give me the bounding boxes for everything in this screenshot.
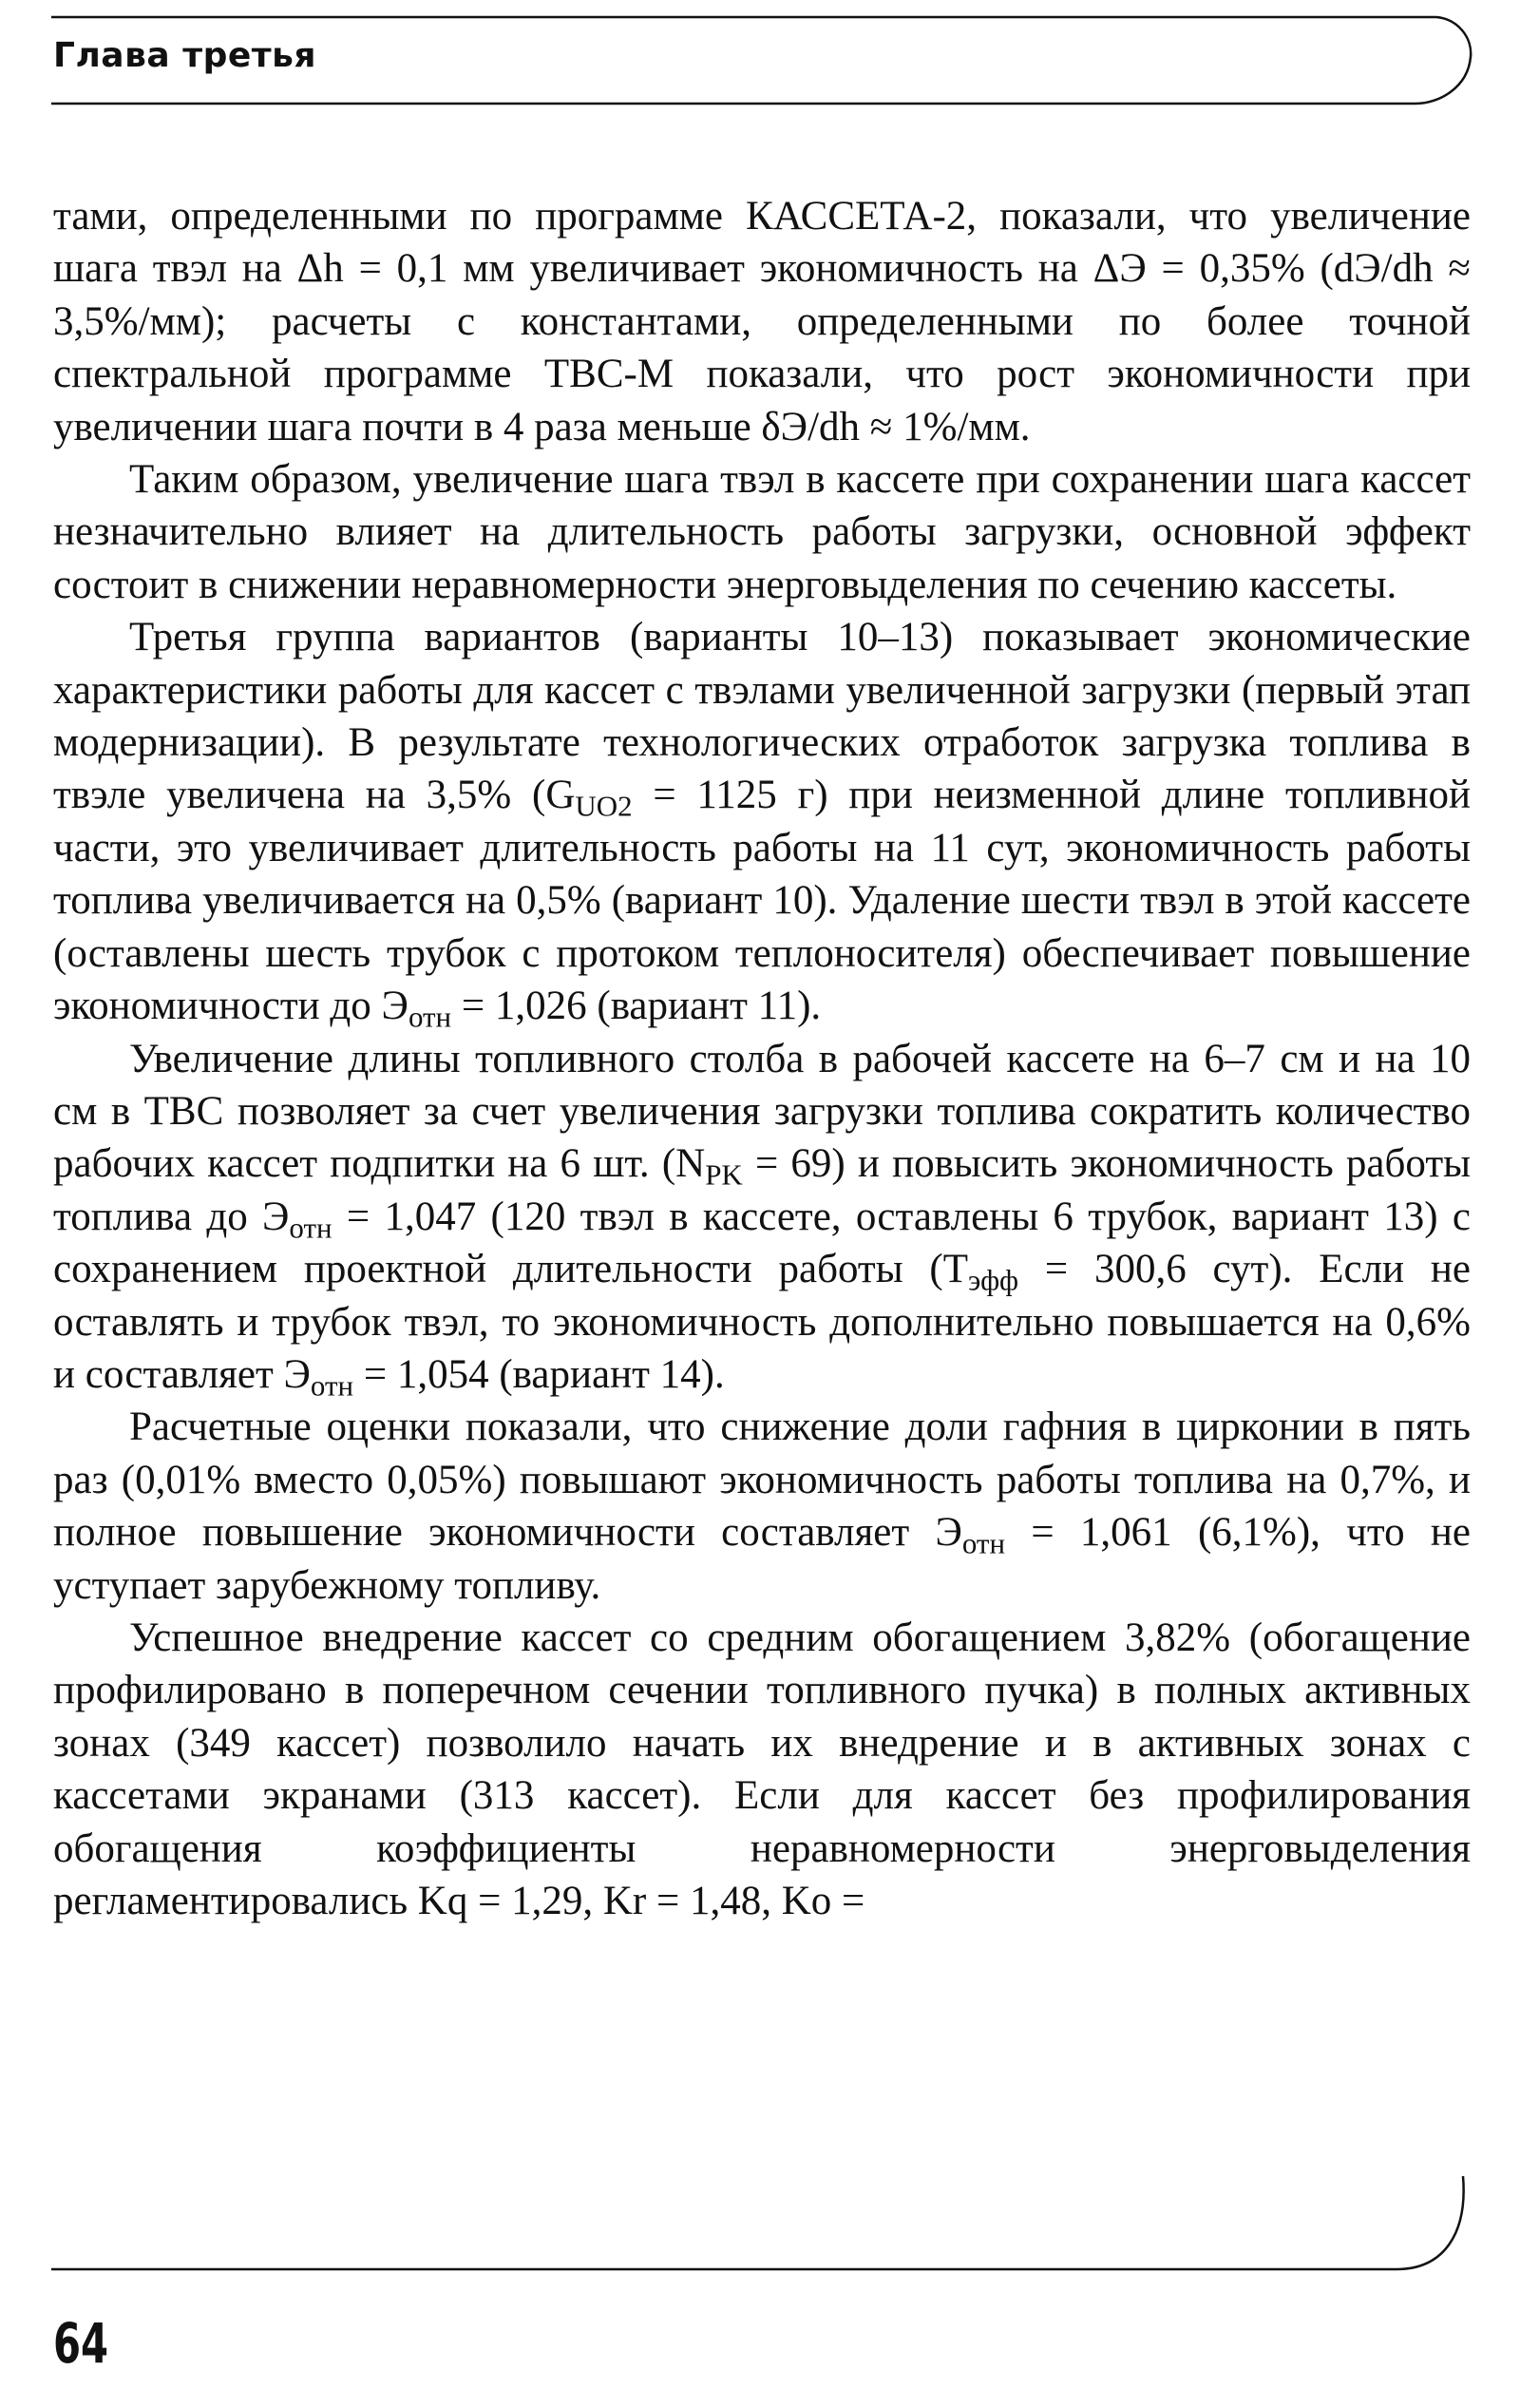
subscript: UO2 <box>575 790 633 824</box>
paragraph-text: Третья группа вариантов (варианты 10–13) показывает экономические характеристики работы для кассет с твэлами увеличенной загрузки (первый этап модернизации). В результате технологических отработок загрузка топлива в твэле увеличена на 3,5% (G <box>53 615 1471 818</box>
page-number: 64 <box>53 2311 109 2376</box>
paragraph-text: = 1,047 (120 твэл в кассете, оставлены 6 трубок, вариант 13) с сохранением проектной длительности работы (Т <box>53 1194 1471 1292</box>
paragraph <box>53 611 1471 1032</box>
paragraph-text: = 1,061 (6,1%), что не уступает зарубежному топливу. <box>53 1510 1472 1608</box>
subscript: отн <box>289 1211 332 1245</box>
paragraph-text: = 1125 г) при неизменной длине топливной части, это увеличивает длительность работы на 11 сут, экономичность работы топлива увеличивается на 0,5% (вариант 10). Удаление шести твэл в этой кассете (оставлены шесть трубок с протоком теплоносителя) обеспечивает повышение экономичности до Э <box>53 773 1471 1029</box>
subscript: отн <box>961 1526 1006 1560</box>
subscript: отн <box>408 1000 452 1034</box>
paragraph-text: Таким образом, увеличение шага твэл в кассете при сохранении шага кассет незначительно влияет на длительность работы загрузки, основной эффект состоит в снижении неравномерности энерговыделения по сечению кассеты. <box>53 457 1471 607</box>
paragraph-text: Расчетные оценки показали, что снижение доли гафния в цирконии в пять раз (0,01% вместо 0,05%) повышают экономичность работы топлива на 0,7%, и полное повышение экономичности составляет Э <box>53 1405 1471 1556</box>
subscript: эфф <box>968 1263 1019 1297</box>
paragraph <box>53 190 1471 453</box>
paragraph-text: Успешное внедрение кассет со средним обогащением 3,82% (обогащение профилировано в поперечном сечении топливного пучка) в полных активных зонах (349 кассет) позволило начать их внедрение и в активных зонах с кассетами экранами (313 кассет). Если для кассет без профилирования обогащения коэффициенты неравномерности энерговыделения регламентировались Kq = 1,29, Kr = 1,48, Ko = <box>53 1615 1471 1923</box>
paragraph-text: тами, определенными по программе КАССЕТА-2, показали, что увеличение шага твэл на Δh = 0,1 мм увеличивает экономичность на ΔЭ = 0,35% (dЭ/dh ≈ 3,5%/мм); расчеты с константами, определенными по более точной спектральной программе ТВС-М показали, что рост экономичности при увеличении шага почти в 4 раза меньше δЭ/dh ≈ 1%/мм. <box>53 194 1471 449</box>
subscript: PK <box>705 1157 743 1192</box>
paragraph <box>53 1401 1471 1612</box>
paragraph-text: = 69) и повысить экономичность работы топлива до Э <box>53 1141 1471 1239</box>
body-text <box>53 190 1471 1927</box>
paragraph-text: Увеличение длины топливного столба в рабочей кассете на 6–7 см и на 10 см в ТВС позволяет за счет увеличения загрузки топлива сократить количество рабочих кассет подпитки на 6 шт. (N <box>53 1036 1471 1187</box>
subscript: отн <box>310 1368 354 1403</box>
paragraph-text: = 1,054 (вариант 14). <box>353 1351 725 1397</box>
paragraph <box>53 1612 1471 1927</box>
footer-rule-line <box>51 2176 1464 2269</box>
paragraph <box>53 453 1471 611</box>
paragraph-text: = 300,6 сут). Если не оставлять и трубок твэл, то экономичность дополнительно повышается на 0,6% и составляет Э <box>53 1247 1471 1397</box>
paragraph <box>53 1033 1471 1402</box>
paragraph-text: = 1,026 (вариант 11). <box>451 984 822 1029</box>
chapter-title: Глава третья <box>53 36 317 75</box>
